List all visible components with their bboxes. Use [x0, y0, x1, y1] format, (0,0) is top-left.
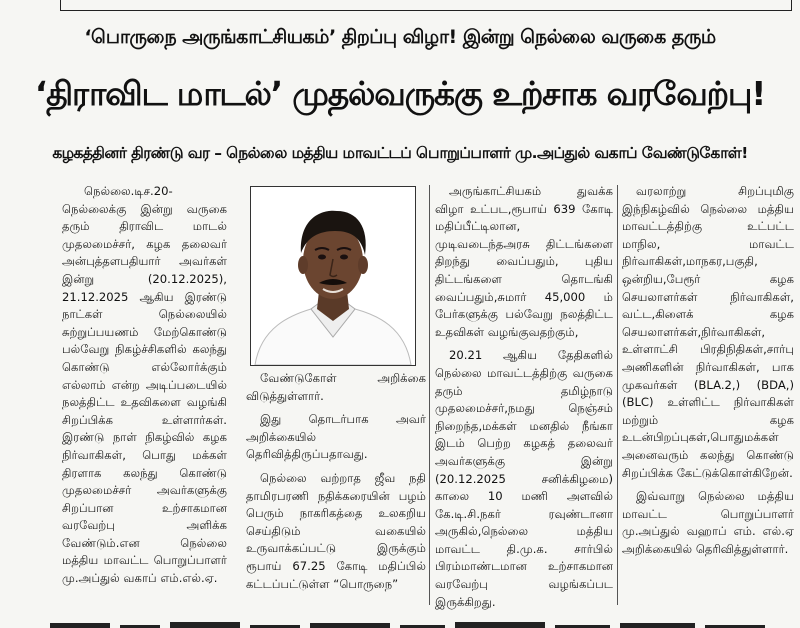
paragraph: அருங்காட்சியகம் துவக்க விழா உட்பட,ரூபாய் 639 கோடி மதிப்பீட்டிலான, முடிவடைந்தஅரசு திட்டங்களை திறந்து வைப்பதும், புதிய திட்டங்களை தொடங்கி வைப்பதும்,சுமார் 45,000 ம் பேர்களுக்கு பல்வேறு நலத்திட்ட உதவிகள் வழங்குவதற்கும், — [435, 184, 613, 339]
next-article-cutoff — [40, 616, 800, 628]
cut-off-text-icon — [40, 619, 800, 628]
paragraph: வேண்டுகோள் அறிக்கை விடுத்துள்ளார். — [246, 371, 426, 403]
paragraph: நெல்லை வற்றாத ஜீவ நதி தாமிரபரணி நதிக்கரையின் பழம் பெரும் நாகரிகத்தை உலகறிய செய்திடும் வகையில் உருவாக்கப்பட்டு இருக்கும் ரூபாய் 67.25 கோடி மதிப்பில் கட்டப்பட்டுள்ள “பொருநை” — [246, 470, 426, 591]
subheadline: கழகத்தினர் திரண்டு வர – நெல்லை மத்திய மாவட்டப் பொறுப்பாளர் மு.அப்துல் வகாப் வேண்டுகோள்! — [52, 144, 748, 162]
paragraph: 20.21 ஆகிய தேதிகளில் நெல்லை மாவட்டத்திற்கு வருகை தரும் தமிழ்நாடு முதலமைச்சர்,நமது நெஞ்சம் நிறைந்த,மக்கள் மனதில் நீங்கா இடம் பெற்ற கழகத் தலைவர் அவர்களுக்கு இன்று (20.12.2025 சனிக்கிழமை) காலை 10 மணி அளவில் கே.டி.சி.நகர் ரவுண்டானா அருகில்,நெல்லை மத்திய மாவட்ட தி.மு.க. சார்பில் பிரம்மாண்டமான உற்சாகமான வரவேற்பு வழங்கப்பட இருக்கிறது. — [435, 348, 613, 609]
person-portrait-icon — [251, 187, 415, 365]
kicker-line: ‘பொருநை அருங்காட்சியகம்’ திறப்பு விழா! இன்று நெல்லை வருகை தரும் — [84, 26, 716, 48]
article-column-2 — [246, 370, 426, 599]
top-frame-border — [60, 0, 792, 11]
article-column-1 — [62, 183, 227, 594]
paragraph: இவ்வாறு நெல்லை மத்திய மாவட்ட பொறுப்பாளர் மு.அப்துல் வஹாப் எம். எல்.ஏ அறிக்கையில் தெரிவித்துள்ளார். — [622, 489, 794, 556]
headline: ‘திராவிட மாடல்’ முதல்வருக்கு உற்சாக வரவேற்பு! — [34, 74, 766, 113]
paragraph: நெல்லை.டிச.20- நெல்லைக்கு இன்று வருகை தரும் திராவிட மாடல் முதலமைச்சர், கழக தலைவர் அன்புத்தளபதியார் அவர்கள் இன்று (20.12.2025), 21.12.2025 ஆகிய இரண்டு நாட்கள் நெல்லையில் சுற்றுப்பயணம் மேற்கொண்டு பல்வேறு நிகழ்ச்சிகளில் கலந்து கொண்டு எல்லோர்க்கும் எல்லாம் என்ற அடிப்படையில் நலத்திட்ட உதவிகளை வழங்கி சிறப்பிக்க உள்ளார்கள். இரண்டு நாள் நிகழ்வில் கழக நிர்வாகிகள், பொது மக்கள் திரளாக கலந்து கொண்டு முதலமைச்சர் அவர்களுக்கு சிறப்பான உற்சாகமான வரவேற்பு அளிக்க வேண்டும்.என நெல்லை மத்திய மாவட்ட பொறுப்பாளர் மு.அப்துல் வகாப் எம்.எல்.ஏ. — [62, 184, 227, 586]
article-column-3 — [435, 183, 613, 617]
portrait-photo — [250, 186, 416, 366]
article-column-4 — [622, 183, 794, 564]
paragraph: வரலாற்று சிறப்புமிகு இந்நிகழ்வில் நெல்லை மத்திய மாவட்டத்திற்கு உட்பட்ட மாநில, மாவட்ட நிர்வாகிகள்,மாநகர,பகுதி, ஒன்றிய,பேரூர் கழக செயலாளர்கள் நிர்வாகிகள், வட்ட,கிளைக் கழக செயலாளர்கள்,நிர்வாகிகள், உள்ளாட்சி பிரதிநிதிகள்,சார்பு அணிகளின் நிர்வாகிகள், பாக முகவர்கள் (BLA.2,) (BDA,) (BLC) உள்ளிட்ட நிர்வாகிகள் மற்றும் கழக உடன்பிறப்புகள்,பொதுமக்கள் அனைவரும் கலந்து கொண்டு சிறப்பிக்க கேட்டுக்கொள்கிறேன். — [622, 184, 794, 480]
column-divider — [617, 185, 618, 605]
paragraph: இது தொடர்பாக அவர் அறிக்கையில் தெரிவித்திருப்பதாவது. — [246, 412, 426, 462]
column-divider — [429, 185, 430, 605]
